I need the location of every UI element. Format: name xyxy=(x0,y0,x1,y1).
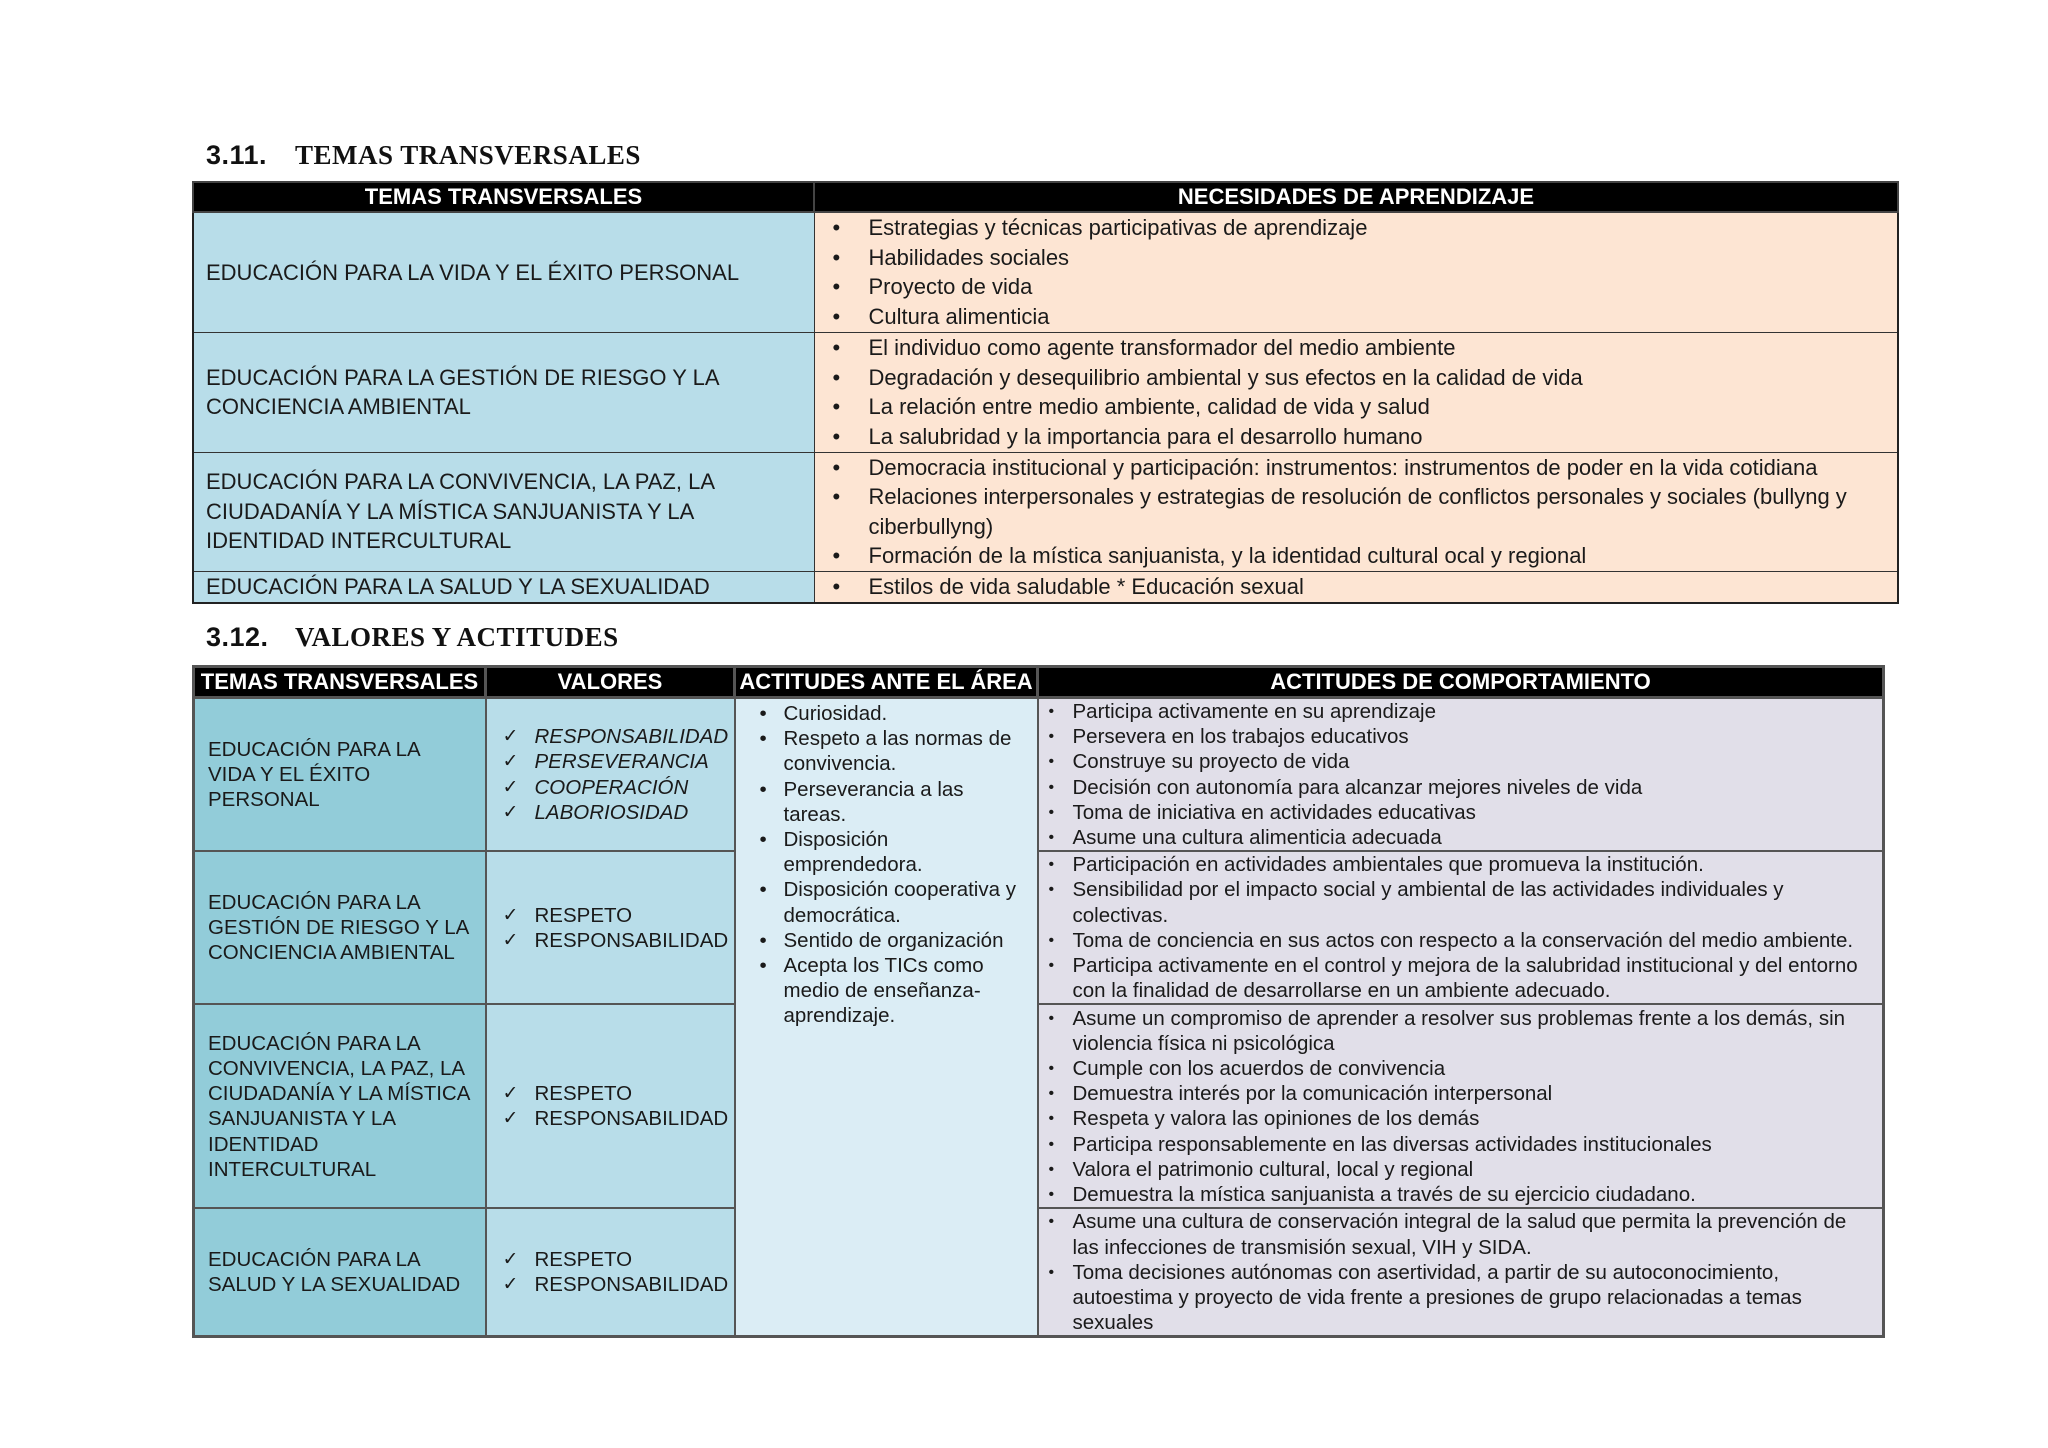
necesidad-item: • La relación entre medio ambiente, calidad de vida y salud xyxy=(829,392,1886,422)
valores-actitudes-table xyxy=(192,665,1885,1338)
necesidad-item-list xyxy=(829,213,1886,331)
comportamiento-cell xyxy=(1038,1208,1884,1337)
comportamiento-item: • Participa activamente en el control y mejora de la salubridad institucional y del entorno con la finalidad de desarrollarse en un ambiente adecuado. xyxy=(1047,953,1871,1003)
valor-item: ✓ COOPERACIÓN xyxy=(501,775,722,800)
necesidades-cell xyxy=(814,452,1898,571)
comportamiento-item: • Toma de iniciativa en actividades educativas xyxy=(1047,800,1871,825)
column-header: TEMAS TRANSVERSALES xyxy=(194,667,486,698)
comportamiento-item: • Persevera en los trabajos educativos xyxy=(1047,724,1871,749)
table-row xyxy=(194,1208,1884,1337)
valor-item: ✓ LABORIOSIDAD xyxy=(501,800,722,825)
comportamiento-item: • Decisión con autonomía para alcanzar mejores niveles de vida xyxy=(1047,775,1871,800)
comportamiento-cell xyxy=(1038,1004,1884,1208)
actitud-item: • Disposición emprendedora. xyxy=(752,827,1029,877)
necesidad-item: • Estilos de vida saludable * Educación sexual xyxy=(829,572,1886,602)
valor-item: ✓ RESPONSABILIDAD xyxy=(501,928,722,953)
comportamiento-item: • Respeta y valora las opiniones de los demás xyxy=(1047,1106,1871,1131)
actitud-item: • Respeto a las normas de convivencia. xyxy=(752,726,1029,776)
comportamiento-item: • Construye su proyecto de vida xyxy=(1047,749,1871,774)
comportamiento-item-list xyxy=(1047,1209,1871,1335)
section-heading: TEMAS TRANSVERSALES xyxy=(295,140,641,170)
actitudes-area-cell xyxy=(735,698,1038,1337)
table-row xyxy=(194,1004,1884,1208)
comportamiento-item: • Toma decisiones autónomas con asertividad, a partir de su autoconocimiento, autoestima y proyecto de vida frente a presiones de grupo relacionadas a temas sexuales xyxy=(1047,1260,1871,1336)
necesidad-item-list xyxy=(829,453,1886,571)
column-header: ACTITUDES ANTE EL ÁREA xyxy=(735,667,1038,698)
table-row xyxy=(193,212,1898,332)
comportamiento-cell xyxy=(1038,698,1884,852)
column-header: TEMAS TRANSVERSALES xyxy=(193,182,814,212)
necesidad-item: • La salubridad y la importancia para el desarrollo humano xyxy=(829,422,1886,452)
tema-cell: EDUCACIÓN PARA LA VIDA Y EL ÉXITO PERSONAL xyxy=(193,212,814,332)
valor-item: ✓ RESPETO xyxy=(501,903,722,928)
comportamiento-item-list xyxy=(1047,852,1871,1003)
actitud-item: • Perseverancia a las tareas. xyxy=(752,777,1029,827)
tema-cell: EDUCACIÓN PARA LA CONVIVENCIA, LA PAZ, LA CIUDADANÍA Y LA MÍSTICA SANJUANISTA Y LA IDENTIDAD INTERCULTURAL xyxy=(194,1004,486,1208)
table-row xyxy=(193,571,1898,603)
table-row xyxy=(194,851,1884,1004)
table-row xyxy=(193,452,1898,571)
necesidad-item: • Proyecto de vida xyxy=(829,272,1886,302)
necesidades-cell xyxy=(814,571,1898,603)
table-header-row xyxy=(194,667,1884,698)
comportamiento-item: • Demuestra interés por la comunicación interpersonal xyxy=(1047,1081,1871,1106)
comportamiento-item: • Cumple con los acuerdos de convivencia xyxy=(1047,1056,1871,1081)
valores-cell xyxy=(486,1004,735,1208)
necesidad-item: • Habilidades sociales xyxy=(829,243,1886,273)
comportamiento-cell xyxy=(1038,851,1884,1004)
necesidad-item: • Estrategias y técnicas participativas de aprendizaje xyxy=(829,213,1886,243)
valor-item: ✓ PERSEVERANCIA xyxy=(501,749,722,774)
comportamiento-item: • Participa responsablemente en las diversas actividades institucionales xyxy=(1047,1132,1871,1157)
comportamiento-item: • Participación en actividades ambientales que promueva la institución. xyxy=(1047,852,1871,877)
tema-cell: EDUCACIÓN PARA LA CONVIVENCIA, LA PAZ, LA CIUDADANÍA Y LA MÍSTICA SANJUANISTA Y LA IDENTIDAD INTERCULTURAL xyxy=(193,452,814,571)
column-header: ACTITUDES DE COMPORTAMIENTO xyxy=(1038,667,1884,698)
table-row xyxy=(193,332,1898,452)
tema-cell: EDUCACIÓN PARA LA SALUD Y LA SEXUALIDAD xyxy=(194,1208,486,1337)
section-heading: VALORES Y ACTITUDES xyxy=(295,622,619,652)
necesidades-cell xyxy=(814,212,1898,332)
comportamiento-item: • Sensibilidad por el impacto social y ambiental de las actividades individuales y colectivas. xyxy=(1047,877,1871,927)
tema-cell: EDUCACIÓN PARA LA SALUD Y LA SEXUALIDAD xyxy=(193,571,814,603)
section-title-valores xyxy=(206,622,619,653)
table-header-row xyxy=(193,182,1898,212)
comportamiento-item: • Asume una cultura alimenticia adecuada xyxy=(1047,825,1871,850)
valor-item: ✓ RESPETO xyxy=(501,1247,722,1272)
tema-cell: EDUCACIÓN PARA LA GESTIÓN DE RIESGO Y LA CONCIENCIA AMBIENTAL xyxy=(193,332,814,452)
valor-item: ✓ RESPETO xyxy=(501,1081,722,1106)
comportamiento-item: • Toma de conciencia en sus actos con respecto a la conservación del medio ambiente. xyxy=(1047,928,1871,953)
column-header: NECESIDADES DE APRENDIZAJE xyxy=(814,182,1898,212)
necesidad-item-list xyxy=(829,333,1886,451)
necesidad-item: • Formación de la mística sanjuanista, y la identidad cultural ocal y regional xyxy=(829,541,1886,571)
valor-item-list xyxy=(501,724,729,825)
valor-item-list xyxy=(501,1081,729,1131)
temas-transversales-table xyxy=(192,181,1899,604)
comportamiento-item-list xyxy=(1047,699,1871,850)
necesidad-item: • El individuo como agente transformador del medio ambiente xyxy=(829,333,1886,363)
actitud-item: • Acepta los TICs como medio de enseñanza-aprendizaje. xyxy=(752,953,1029,1029)
tema-cell: EDUCACIÓN PARA LA VIDA Y EL ÉXITO PERSONAL xyxy=(194,698,486,852)
comportamiento-item: • Asume una cultura de conservación integral de la salud que permita la prevención de las infecciones de transmisión sexual, VIH y SIDA. xyxy=(1047,1209,1871,1259)
valor-item-list xyxy=(501,903,729,953)
valor-item: ✓ RESPONSABILIDAD xyxy=(501,1272,722,1297)
necesidades-cell xyxy=(814,332,1898,452)
comportamiento-item: • Demuestra la mística sanjuanista a través de su ejercicio ciudadano. xyxy=(1047,1182,1871,1207)
necesidad-item: • Relaciones interpersonales y estrategias de resolución de conflictos personales y sociales (bullyng y ciberbullyng) xyxy=(829,482,1886,541)
valores-cell xyxy=(486,851,735,1004)
valores-cell xyxy=(486,698,735,852)
actitud-item: • Disposición cooperativa y democrática. xyxy=(752,877,1029,927)
comportamiento-item: • Asume un compromiso de aprender a resolver sus problemas frente a los demás, sin violencia física ni psicológica xyxy=(1047,1006,1871,1056)
actitud-item: • Sentido de organización xyxy=(752,928,1029,953)
valor-item-list xyxy=(501,1247,729,1297)
actitud-item-list xyxy=(752,701,1029,1029)
section-number: 3.12. xyxy=(206,622,269,652)
tema-cell: EDUCACIÓN PARA LA GESTIÓN DE RIESGO Y LA CONCIENCIA AMBIENTAL xyxy=(194,851,486,1004)
comportamiento-item-list xyxy=(1047,1006,1871,1208)
valores-cell xyxy=(486,1208,735,1337)
column-header: VALORES xyxy=(486,667,735,698)
necesidad-item: • Democracia institucional y participación: instrumentos: instrumentos de poder en la vida cotidiana xyxy=(829,453,1886,483)
comportamiento-item: • Valora el patrimonio cultural, local y regional xyxy=(1047,1157,1871,1182)
valor-item: ✓ RESPONSABILIDAD xyxy=(501,1106,722,1131)
comportamiento-item: • Participa activamente en su aprendizaje xyxy=(1047,699,1871,724)
necesidad-item: • Degradación y desequilibrio ambiental y sus efectos en la calidad de vida xyxy=(829,363,1886,393)
actitud-item: • Curiosidad. xyxy=(752,701,1029,726)
necesidad-item: • Cultura alimenticia xyxy=(829,302,1886,332)
valor-item: ✓ RESPONSABILIDAD xyxy=(501,724,722,749)
section-title-temas xyxy=(206,140,641,171)
table-row xyxy=(194,698,1884,852)
section-number: 3.11. xyxy=(206,140,268,170)
necesidad-item-list xyxy=(829,572,1886,602)
